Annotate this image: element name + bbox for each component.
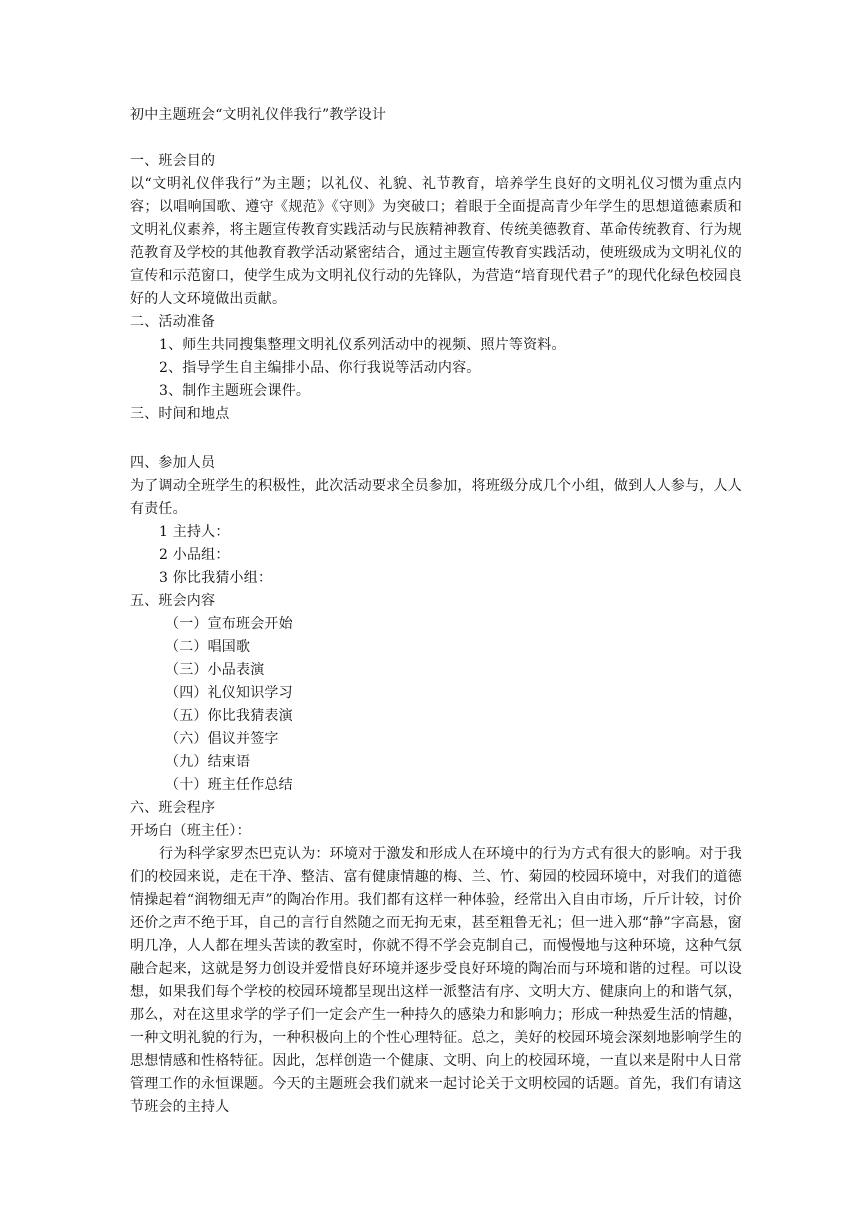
section-heading-procedure: 六、班会程序: [130, 800, 216, 816]
section-heading-participants: 四、参加人员: [130, 455, 216, 471]
content-item: （三）小品表演: [165, 662, 265, 678]
content-item: （六）倡议并签字: [165, 731, 279, 747]
section-heading-content: 五、班会内容: [130, 593, 216, 609]
section-heading-purpose: 一、班会目的: [130, 153, 216, 169]
content-item: （二）唱国歌: [165, 639, 251, 655]
section-heading-preparation: 二、活动准备: [130, 314, 216, 330]
participant-item: 2 小品组：: [159, 547, 230, 563]
content-item: （五）你比我猜表演: [165, 708, 293, 724]
preparation-item: 2、指导学生自主编排小品、你行我说等活动内容。: [159, 360, 481, 376]
spacer: [130, 426, 742, 452]
opening-remarks-heading: 开场白（班主任）：: [130, 823, 251, 839]
opening-remarks-paragraph: 行为科学家罗杰巴克认为：环境对于激发和形成人在环境中的行为方式有很大的影响。对于我们的校园来说，走在干净、整洁、富有健康情趣的梅、兰、竹、菊园的校园环境中，对我们的道德情操起着“润物细无声”的陶冶作用。我们都有这样一种体验，经常出入自由市场，斤斤计较，讨价还价之声不绝于耳，自己的言行自然随之而无拘无束，甚至粗鲁无礼；但一进入那“静”字高悬，窗明几净，人人都在埋头苦读的教室时，你就不得不学会克制自己，而慢慢地与这种环境，这种气氛融合起来，这就是努力创设并爱惜良好环境并逐步受良好环境的陶冶而与环境和谐的过程。可以设想，如果我们每个学校的校园环境都呈现出这样一派整洁有序、文明大方、健康向上的和谐气氛，那么，对在这里求学的学子们一定会产生一种持久的感染力和影响力；形成一种热爱生活的情趣，一种文明礼貌的行为，一种积极向上的个性心理特征。总之，美好的校园环境会深刻地影响学生的思想情感和性格特征。因此，怎样创造一个健康、文明、向上的校园环境，一直以来是附中人日常管理工作的永恒课题。今天的主题班会我们就来一起讨论关于文明校园的话题。首先，我们有请这节班会的主持人: [130, 846, 742, 1115]
content-item: （一）宣布班会开始: [165, 616, 293, 632]
content-item: （四）礼仪知识学习: [165, 685, 293, 701]
participants-paragraph: 为了调动全班学生的积极性，此次活动要求全员参加，将班级分成几个小组，做到人人参与，人人有责任。: [130, 478, 742, 517]
purpose-paragraph: 以“文明礼仪伴我行”为主题；以礼仪、礼貌、礼节教育，培养学生良好的文明礼仪习惯为重点内容；以唱响国歌、遵守《规范》《守则》为突破口；着眼于全面提高青少年学生的思想道德素质和文明礼仪素养，将主题宣传教育实践活动与民族精神教育、传统美德教育、革命传统教育、行为规范教育及学校的其他教育教学活动紧密结合，通过主题宣传教育实践活动，使班级成为文明礼仪的宣传和示范窗口，使学生成为文明礼仪行动的先锋队，为营造“培育现代君子”的现代化绿色校园良好的人文环境做出贡献。: [130, 176, 742, 307]
document-title: 初中主题班会“文明礼仪伴我行”教学设计: [130, 107, 387, 123]
preparation-item: 1、师生共同搜集整理文明礼仪系列活动中的视频、照片等资料。: [159, 337, 566, 353]
content-item: （九）结束语: [165, 754, 251, 770]
content-item: （十）班主任作总结: [165, 777, 293, 793]
participant-item: 3 你比我猜小组：: [159, 570, 273, 586]
participant-item: 1 主持人：: [159, 524, 230, 540]
spacer: [130, 127, 742, 150]
document-body: [130, 104, 742, 1119]
section-heading-time-place: 三、时间和地点: [130, 406, 230, 422]
preparation-item: 3、制作主题班会课件。: [159, 383, 311, 399]
